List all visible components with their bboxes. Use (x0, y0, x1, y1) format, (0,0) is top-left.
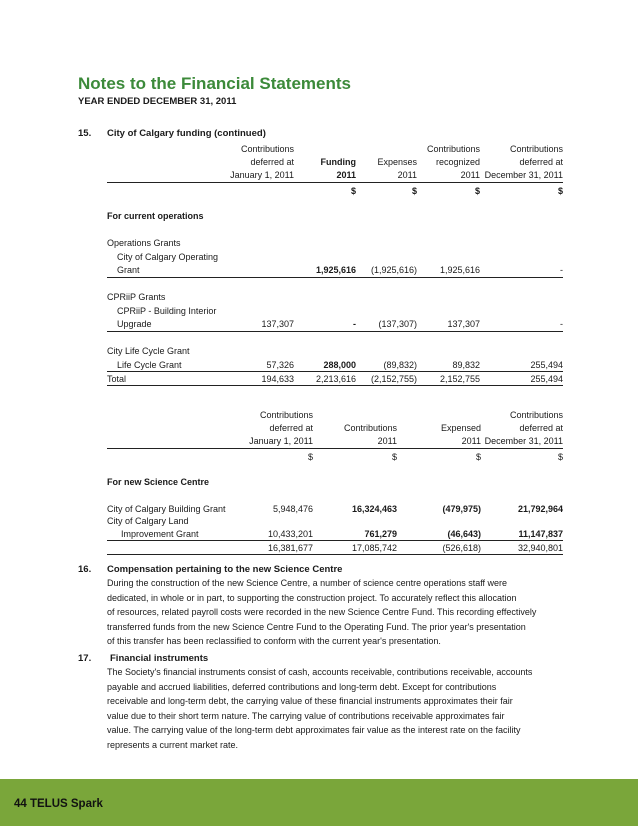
t2-unit-col3: $ (475, 452, 481, 462)
paragraph-line: value. The carrying value of the long-term debt approximates fair value as the interest rate on the facility (107, 725, 521, 736)
t2-unit-col4: $ (557, 452, 563, 462)
t1-h-col4-line1: Contributions (426, 144, 480, 154)
t1-cell: (1,925,616) (370, 265, 417, 275)
t2-total-cell: 32,940,801 (517, 543, 563, 553)
note-17-body (107, 665, 567, 753)
t1-h-col5-line3: December 31, 2011 (484, 170, 563, 180)
paragraph-line: During the construction of the new Science Centre, a number of science centre operations staff were (107, 578, 508, 588)
t1-h-col3-line2: Expenses (377, 157, 417, 167)
t2-unit-col2: $ (391, 452, 397, 462)
t2-row-label: City of Calgary Building Grant (107, 504, 226, 514)
t1-cell: 137,307 (447, 319, 480, 329)
t1-header-rule (107, 182, 563, 183)
note-15-heading: City of Calgary funding (continued) (107, 128, 266, 139)
page-subtitle: YEAR ENDED DECEMBER 31, 2011 (78, 96, 237, 107)
t2-cell: (46,643) (447, 529, 481, 539)
t1-row-rule (107, 331, 563, 332)
t1-row-label-line1: City of Calgary Operating (117, 252, 219, 262)
t2-cell: 5,948,476 (272, 504, 313, 514)
t2-cell: 21,792,964 (517, 504, 563, 514)
t2-h-col2-line3: 2011 (377, 436, 397, 446)
t2-total-cell: (526,618) (442, 543, 481, 553)
t1-group-label: CPRiiP Grants (107, 292, 166, 302)
paragraph-line: of resources, related payroll costs were recorded in the new Science Centre Fund. This recording effectively (107, 607, 537, 618)
t1-cell: (137,307) (378, 319, 417, 329)
t1-total-cell: 2,152,755 (439, 374, 480, 384)
t2-section-label: For new Science Centre (107, 477, 210, 487)
t2-cell: 16,324,463 (351, 504, 397, 514)
note-17-number: 17. (78, 653, 92, 664)
t1-cell: 255,494 (530, 360, 563, 370)
t1-section-label: For current operations (107, 211, 204, 221)
t1-h-col2-line3: 2011 (336, 170, 356, 180)
t1-total-cell: 2,213,616 (315, 374, 356, 384)
footer-page-label: 44 TELUS Spark (14, 798, 103, 810)
t2-h-col4-line3: December 31, 2011 (484, 436, 563, 446)
t2-h-col4-line2: deferred at (519, 423, 563, 433)
t2-h-col1-line3: January 1, 2011 (249, 436, 313, 446)
t1-cell: 288,000 (323, 360, 356, 370)
t1-cell: (89,832) (383, 360, 417, 370)
t1-h-col3-line3: 2011 (397, 170, 417, 180)
t1-cell: - (353, 319, 356, 329)
t2-cell: 10,433,201 (267, 529, 313, 539)
t1-h-col5-line1: Contributions (509, 144, 563, 154)
t1-unit-col2: $ (350, 186, 356, 196)
t1-h-col1-line2: deferred at (250, 157, 294, 167)
t1-h-col4-line3: 2011 (460, 170, 480, 180)
t2-total-cell: 17,085,742 (351, 543, 397, 553)
t1-total-label: Total (107, 374, 127, 384)
note-16-heading: Compensation pertaining to the new Science Centre (107, 564, 343, 575)
t1-total-rule (107, 385, 563, 386)
t1-cell: - (560, 265, 563, 275)
t1-unit-col5: $ (557, 186, 563, 196)
t1-h-col2-line2: Funding (320, 157, 356, 167)
t2-h-col4-line1: Contributions (509, 410, 563, 420)
paragraph-line: value due to their short term nature. The carrying value of contributions receivable approximates fair (107, 710, 505, 721)
t1-h-col4-line2: recognized (435, 157, 480, 167)
t1-row-rule (107, 371, 563, 372)
t2-cell: (479,975) (442, 504, 481, 514)
t1-total-cell: (2,152,755) (370, 374, 417, 384)
t1-total-cell: 255,494 (530, 374, 563, 384)
paragraph-line: receivable and long-term debt, the carrying value of these financial instruments approximates their fair (107, 696, 513, 707)
t1-unit-col4: $ (474, 186, 480, 196)
t1-row-rule (107, 277, 563, 278)
t1-cell: 57,326 (266, 360, 294, 370)
page-title: Notes to the Financial Statements (78, 74, 351, 93)
t1-cell: 137,307 (261, 319, 294, 329)
t2-row-label: Improvement Grant (121, 529, 199, 539)
t2-h-col1-line2: deferred at (269, 423, 313, 433)
t1-row-label: Life Cycle Grant (117, 360, 182, 370)
t1-row-label-line2: Grant (117, 265, 140, 275)
paragraph-line: of this transfer has been reclassified to conform with the current year's presentation. (107, 636, 441, 647)
t1-unit-col3: $ (411, 186, 417, 196)
t1-h-col1-line3: January 1, 2011 (230, 170, 294, 180)
note-16-number: 16. (78, 564, 92, 575)
paragraph-line: represents a current market rate. (107, 739, 239, 750)
t2-header-rule (107, 448, 563, 449)
t2-unit-col1: $ (307, 452, 313, 462)
t1-h-col1-line1: Contributions (240, 144, 294, 154)
t2-h-col3-line2: Expensed (440, 423, 481, 433)
t1-cell: 1,925,616 (315, 265, 356, 275)
t2-h-col2-line2: Contributions (343, 423, 397, 433)
t1-row-label-line2: Upgrade (117, 319, 152, 329)
note-17-heading: Financial instruments (110, 653, 209, 664)
t1-cell: 89,832 (452, 360, 480, 370)
t2-total-rule (107, 554, 563, 555)
t1-cell: 1,925,616 (439, 265, 480, 275)
note-16-body (107, 576, 567, 649)
paragraph-line: transferred funds from the new Science Centre Fund to the Operating Fund. The prior year's presentation (107, 621, 526, 632)
t2-total-cell: 16,381,677 (267, 543, 313, 553)
t2-row-rule (107, 540, 563, 541)
paragraph-line: payable and accrued liabilities, deferred contributions and long-term debt. Except for contributions (107, 681, 497, 692)
t2-row-label: City of Calgary Land (107, 516, 189, 526)
t2-h-col1-line1: Contributions (259, 410, 313, 420)
t1-group-label: Operations Grants (107, 238, 181, 248)
t1-cell: - (560, 319, 563, 329)
paragraph-line: The Society's financial instruments consist of cash, accounts receivable, contributions receivable, accounts (107, 667, 533, 677)
t2-cell: 761,279 (364, 529, 397, 539)
t2-h-col3-line3: 2011 (461, 436, 481, 446)
t1-row-label-line1: CPRiiP - Building Interior (117, 306, 217, 316)
t1-h-col5-line2: deferred at (519, 157, 563, 167)
t1-group-label: City Life Cycle Grant (107, 346, 190, 356)
t2-cell: 11,147,837 (518, 529, 563, 539)
note-15-number: 15. (78, 128, 92, 139)
paragraph-line: dedicated, in whole or in part, to supporting the construction project. To accurately reflect this allocation (107, 592, 517, 603)
t1-total-cell: 194,633 (261, 374, 294, 384)
